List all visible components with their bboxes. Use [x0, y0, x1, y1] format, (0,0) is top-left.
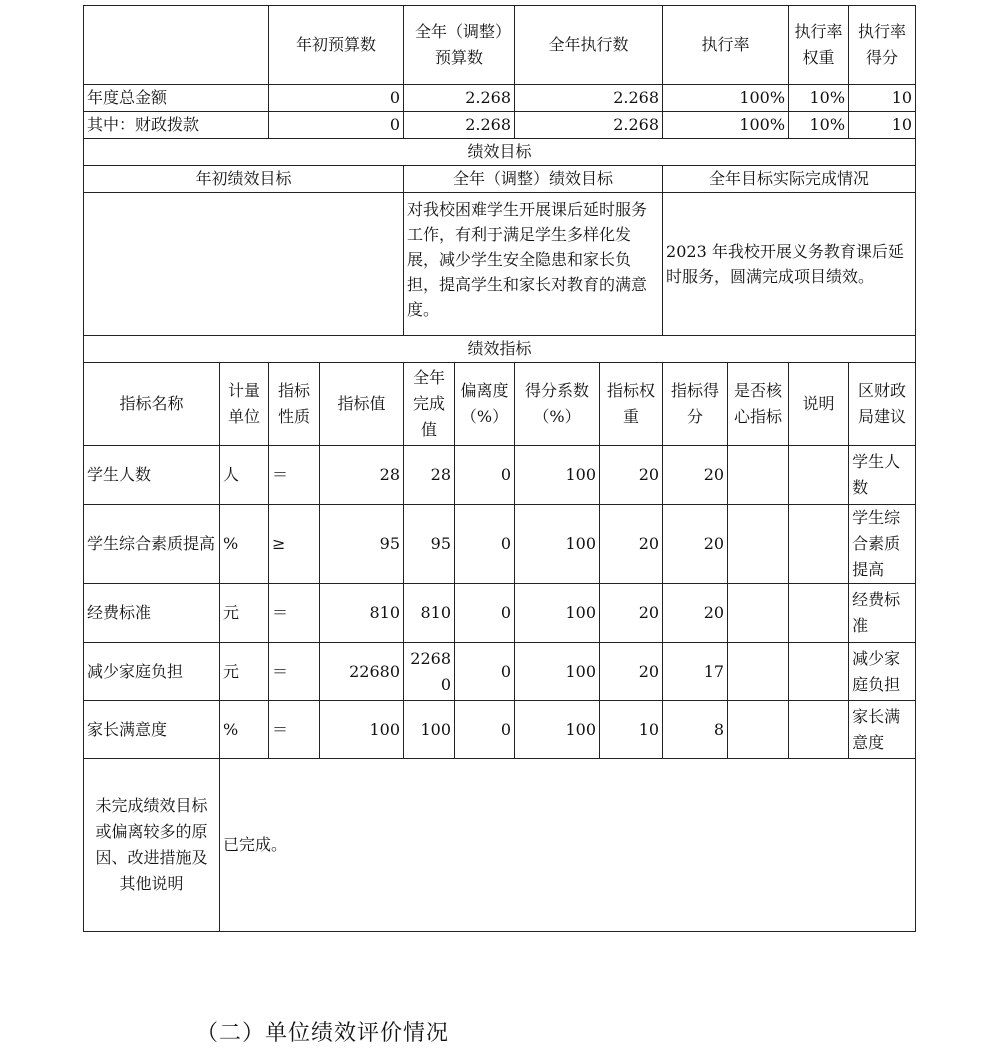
ind-coef: 100: [515, 584, 600, 643]
ind-weight: 20: [600, 505, 663, 584]
ind-target: 100: [320, 701, 404, 759]
indicators-section-title: 绩效指标: [84, 336, 916, 363]
ind-col-actual: 全年完成值: [404, 363, 455, 446]
ind-advice: 学生综合素质提高: [849, 505, 916, 584]
ind-name: 学生综合素质提高: [84, 505, 220, 584]
goals-actual-text: 2023 年我校开展义务教育课后延时服务，圆满完成项目绩效。: [663, 193, 916, 336]
indicator-row: [84, 584, 916, 643]
budget-rate-value: 100%: [663, 85, 789, 112]
col-adjusted-budget: 全年（调整）预算数: [404, 6, 515, 85]
ind-coef: 100: [515, 505, 600, 584]
ind-unit: %: [220, 701, 269, 759]
goals-col-adjusted: 全年（调整）绩效目标: [404, 166, 663, 193]
ind-coef: 100: [515, 701, 600, 759]
ind-note: [789, 643, 849, 701]
col-rate-weight: 执行率权重: [789, 6, 849, 85]
ind-col-target: 指标值: [320, 363, 404, 446]
ind-nature: ＝: [269, 584, 320, 643]
ind-col-deviation: 偏离度（%）: [455, 363, 515, 446]
ind-col-note: 说明: [789, 363, 849, 446]
ind-score: 17: [663, 643, 728, 701]
indicator-row: [84, 446, 916, 505]
indicator-rows: [84, 446, 916, 759]
ind-score: 8: [663, 701, 728, 759]
indicators-header-row: [84, 363, 916, 446]
ind-col-core: 是否核心指标: [728, 363, 789, 446]
budget-row-label: 其中：财政拨款: [84, 112, 269, 139]
ind-weight: 20: [600, 584, 663, 643]
ind-score: 20: [663, 584, 728, 643]
col-exec-rate: 执行率: [663, 6, 789, 85]
ind-name: 家长满意度: [84, 701, 220, 759]
performance-table: [83, 5, 916, 932]
remarks-label: 未完成绩效目标或偏离较多的原因、改进措施及其他说明: [84, 759, 220, 932]
ind-actual: 95: [404, 505, 455, 584]
ind-actual: 22680: [404, 643, 455, 701]
goals-header-row: [84, 166, 916, 193]
goals-col-initial: 年初绩效目标: [84, 166, 404, 193]
budget-executed-value: 2.268: [515, 85, 663, 112]
ind-actual: 28: [404, 446, 455, 505]
ind-target: 28: [320, 446, 404, 505]
budget-adjusted-value: 2.268: [404, 112, 515, 139]
ind-deviation: 0: [455, 701, 515, 759]
budget-row-fiscal: [84, 112, 916, 139]
ind-col-weight: 指标权重: [600, 363, 663, 446]
ind-nature: ＝: [269, 701, 320, 759]
budget-adjusted-value: 2.268: [404, 85, 515, 112]
ind-coef: 100: [515, 643, 600, 701]
ind-col-score: 指标得分: [663, 363, 728, 446]
ind-core: [728, 505, 789, 584]
ind-col-advice: 区财政局建议: [849, 363, 916, 446]
col-rate-score: 执行率得分: [849, 6, 916, 85]
ind-col-unit: 计量单位: [220, 363, 269, 446]
ind-advice: 经费标准: [849, 584, 916, 643]
ind-core: [728, 643, 789, 701]
section-heading: （二）单位绩效评价情况: [196, 1021, 450, 1046]
ind-deviation: 0: [455, 505, 515, 584]
remarks-value: 已完成。: [220, 759, 916, 932]
ind-target: 22680: [320, 643, 404, 701]
ind-weight: 10: [600, 701, 663, 759]
ind-nature: ＝: [269, 446, 320, 505]
ind-advice: 减少家庭负担: [849, 643, 916, 701]
ind-unit: 元: [220, 643, 269, 701]
indicator-row: [84, 505, 916, 584]
goals-initial-text: [84, 193, 404, 336]
goals-section-title: 绩效目标: [84, 139, 916, 166]
ind-name: 学生人数: [84, 446, 220, 505]
ind-nature: ≥: [269, 505, 320, 584]
ind-col-nature: 指标性质: [269, 363, 320, 446]
ind-target: 810: [320, 584, 404, 643]
budget-row-label: 年度总金额: [84, 85, 269, 112]
budget-initial-value: 0: [269, 112, 404, 139]
ind-unit: 人: [220, 446, 269, 505]
ind-score: 20: [663, 446, 728, 505]
ind-nature: ＝: [269, 643, 320, 701]
ind-weight: 20: [600, 643, 663, 701]
remarks-row: [84, 759, 916, 932]
ind-note: [789, 701, 849, 759]
ind-actual: 100: [404, 701, 455, 759]
ind-deviation: 0: [455, 584, 515, 643]
indicators-section-row: [84, 336, 916, 363]
goals-adjusted-text: 对我校困难学生开展课后延时服务工作，有利于满足学生多样化发展，减少学生安全隐患和家长负担，提高学生和家长对教育的满意度。: [404, 193, 663, 336]
ind-deviation: 0: [455, 446, 515, 505]
ind-note: [789, 446, 849, 505]
goals-content-row: [84, 193, 916, 336]
ind-actual: 810: [404, 584, 455, 643]
indicator-row: [84, 643, 916, 701]
col-initial-budget: 年初预算数: [269, 6, 404, 85]
ind-score: 20: [663, 505, 728, 584]
ind-advice: 学生人数: [849, 446, 916, 505]
ind-note: [789, 584, 849, 643]
goals-section-row: [84, 139, 916, 166]
budget-score-value: 10: [849, 112, 916, 139]
ind-unit: 元: [220, 584, 269, 643]
ind-name: 减少家庭负担: [84, 643, 220, 701]
ind-core: [728, 584, 789, 643]
indicator-row: [84, 701, 916, 759]
budget-weight-value: 10%: [789, 112, 849, 139]
ind-coef: 100: [515, 446, 600, 505]
ind-unit: %: [220, 505, 269, 584]
budget-score-value: 10: [849, 85, 916, 112]
ind-name: 经费标准: [84, 584, 220, 643]
ind-weight: 20: [600, 446, 663, 505]
ind-advice: 家长满意度: [849, 701, 916, 759]
ind-deviation: 0: [455, 643, 515, 701]
ind-core: [728, 701, 789, 759]
ind-note: [789, 505, 849, 584]
budget-weight-value: 10%: [789, 85, 849, 112]
col-executed: 全年执行数: [515, 6, 663, 85]
budget-rate-value: 100%: [663, 112, 789, 139]
budget-executed-value: 2.268: [515, 112, 663, 139]
ind-col-name: 指标名称: [84, 363, 220, 446]
budget-corner-cell: [84, 6, 269, 85]
ind-core: [728, 446, 789, 505]
goals-col-actual: 全年目标实际完成情况: [663, 166, 916, 193]
ind-target: 95: [320, 505, 404, 584]
budget-row-total: [84, 85, 916, 112]
ind-col-coef: 得分系数（%）: [515, 363, 600, 446]
budget-initial-value: 0: [269, 85, 404, 112]
budget-header-row: [84, 6, 916, 85]
